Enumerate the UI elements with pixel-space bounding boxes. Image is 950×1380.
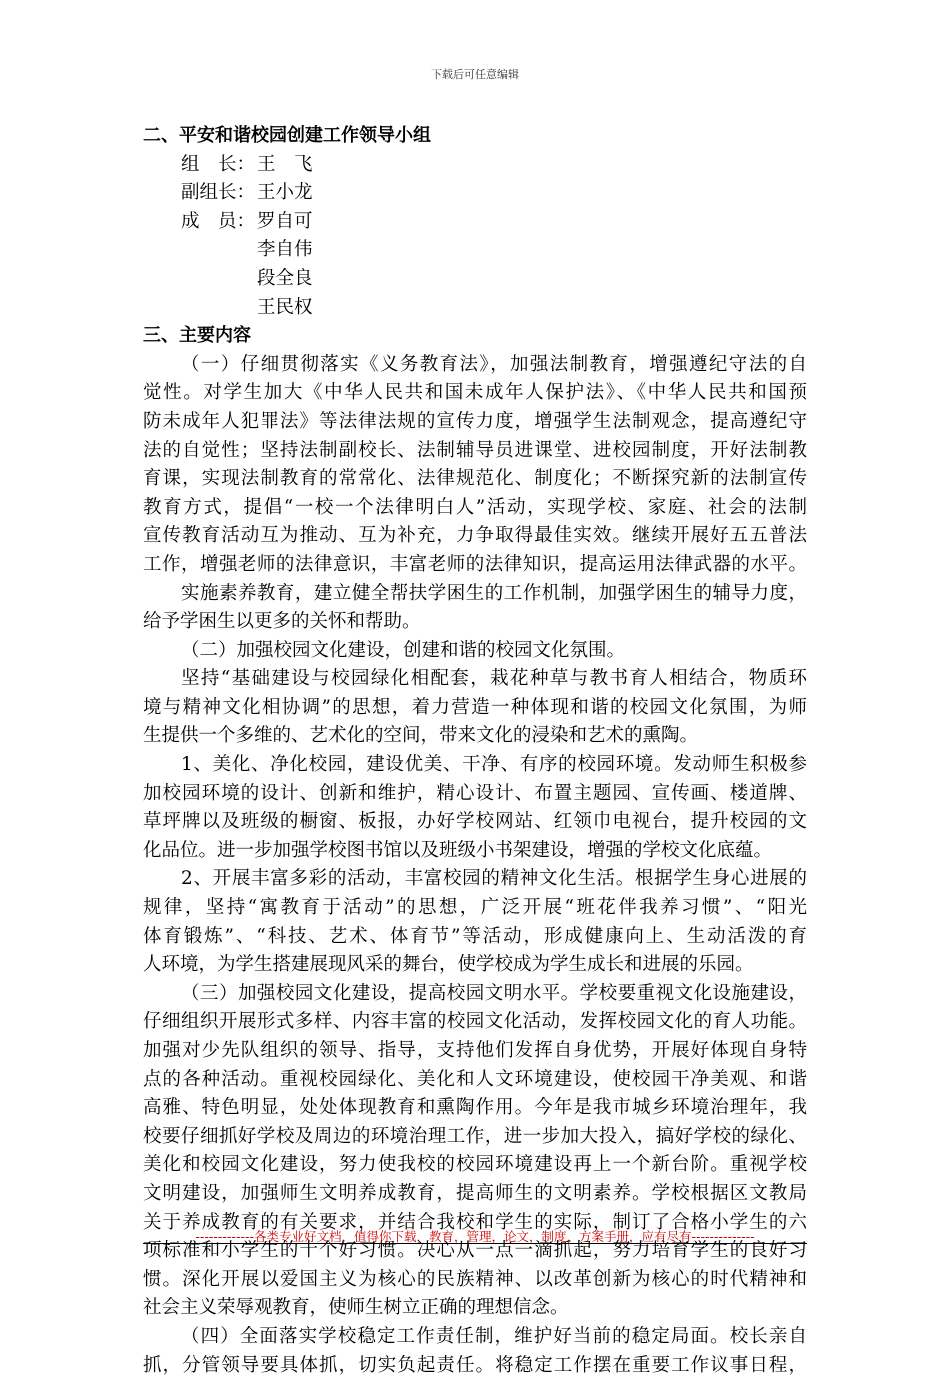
leader-row [143,151,807,180]
leader-label: 组 长： [181,153,256,175]
member-name: 李自伟 [257,239,313,261]
member-row [143,265,807,294]
member-row [143,208,807,237]
paragraph-line: 育课，实现法制教育的常常化、法律规范化、制度化；不断探究新的法制宣传 [143,468,807,490]
paragraph-line: 教育方式，提倡“一校一个法律明白人”活动，实现学校、家庭、社会的法制 [143,496,807,518]
member-name: 王民权 [257,296,313,318]
paragraph-line: 坚持“基础建设与校园绿化相配套，栽花种草与教书育人相结合，物质环 [181,668,807,690]
member-name: 罗自可 [257,210,313,232]
paragraph-line: 防未成年人犯罪法》等法律法规的宣传力度，增强学生法制观念，提高遵纪守 [143,410,807,432]
member-label: 成 员： [181,210,256,232]
paragraph-line: 实施素养教育，建立健全帮扶学困生的工作机制，加强学困生的辅导力度， [181,582,807,604]
paragraph-line: 规律，坚持“寓教育于活动”的思想，广泛开展“班花伴我养习惯”、“阳光 [143,897,807,919]
paragraph-line: 仔细组织开展形式多样、内容丰富的校园文化活动，发挥校园文化的育人功能。 [143,1011,807,1033]
paragraph-line: 点的各种活动。重视校园绿化、美化和人文环境建设，使校园干净美观、和谐 [143,1068,807,1090]
paragraph-line: 宣传教育活动互为推动、互为补充，力争取得最佳实效。继续开展好五五普法 [143,525,807,547]
paragraph-line: 高雅、特色明显，处处体现教育和熏陶作用。今年是我市城乡环境治理年，我 [143,1097,807,1119]
document-body [143,122,807,1380]
paragraph-line: 社会主义荣辱观教育，使师生树立正确的理想信念。 [143,1297,569,1319]
paragraph-line: （二）加强校园文化建设，创建和谐的校园文化氛围。 [181,639,626,661]
member-row [143,236,807,265]
leader-name: 王 飞 [257,153,313,175]
paragraph-line: （四）全面落实学校稳定工作责任制，维护好当前的稳定局面。校长亲自 [181,1325,807,1347]
page-header-note: 下载后可任意编辑 [431,68,519,81]
footer-divider [143,1243,807,1244]
member-row [143,294,807,323]
paragraph-line: 抓，分管领导要具体抓，切实负起责任。将稳定工作摆在重要工作议事日程， [143,1354,807,1376]
deputy-row [143,179,807,208]
section-2-heading: 二、平安和谐校园创建工作领导小组 [143,125,431,146]
paragraph-line: 给予学困生以更多的关怀和帮助。 [143,611,421,633]
paragraph-line: 境与精神文化相协调”的思想，着力营造一种体现和谐的校园文化氛围，为师 [143,696,807,718]
paragraph-line: 法的自觉性；坚持法制副校长、法制辅导员进课堂、进校园制度，开好法制教 [143,439,807,461]
member-name: 段全良 [257,267,313,289]
paragraph-line: 美化和校园文化建设，努力使我校的校园环境建设再上一个新台阶。重视学校 [143,1154,807,1176]
paragraph-line: 惯。深化开展以爱国主义为核心的民族精神、以改革创新为核心的时代精神和 [143,1268,807,1290]
section-3-heading: 三、主要内容 [143,325,251,347]
paragraph-line: 觉性。对学生加大《中华人民共和国未成年人保护法》、《中华人民共和国预 [143,382,807,404]
paragraph-line: 文明建设，加强师生文明养成教育，提高师生的文明素养。学校根据区文教局 [143,1182,807,1204]
paragraph-line: 项标准和小学生的十个好习惯。决心从一点一滴抓起，努力培育学生的良好习 [143,1240,807,1262]
deputy-label: 副组长： [181,182,256,204]
paragraph-line: 工作，增强老师的法律意识，丰富老师的法律知识，提高运用法律武器的水平。 [143,553,807,575]
paragraph-line: 加校园环境的设计、创新和维护，精心设计、布置主题园、宣传画、楼道牌、 [143,782,807,804]
paragraph-line: 校要仔细抓好学校及周边的环境治理工作，进一步加大投入，搞好学校的绿化、 [143,1125,807,1147]
paragraph-line: 1、美化、净化校园，建设优美、干净、有序的校园环境。发动师生积极参 [181,754,807,776]
paragraph-line: 体育锻炼”、“科技、艺术、体育节”等活动，形成健康向上、生动活泼的育 [143,925,807,947]
page-footer-note: -------------各类专业好文档，值得你下载，教育，管理，论文，制度，方案手册，应有尽有-------------- [195,1229,755,1244]
paragraph-line: （三）加强校园文化建设，提高校园文明水平。学校要重视文化设施建设， [181,982,807,1004]
paragraph-line: 加强对少先队组织的领导、指导，支持他们发挥自身优势，开展好体现自身特 [143,1040,807,1061]
deputy-name: 王小龙 [257,182,313,204]
paragraph-line: 2、开展丰富多彩的活动，丰富校园的精神文化生活。根据学生身心进展的 [181,868,807,890]
paragraph-line: 人环境，为学生搭建展现风采的舞台，使学校成为学生成长和进展的乐园。 [143,954,754,976]
paragraph-line: 关于养成教育的有关要求，并结合我校和学生的实际，制订了合格小学生的六 [143,1211,807,1233]
paragraph-line: 生提供一个多维的、艺术化的空间，带来文化的浸染和艺术的熏陶。 [143,725,699,747]
paragraph-line: 化品位。进一步加强学校图书馆以及班级小书架建设，增强的学校文化底蕴。 [143,839,773,861]
paragraph-line: 草坪牌以及班级的橱窗、板报，办好学校网站、红领巾电视台，提升校园的文 [143,811,807,833]
paragraph-line: （一）仔细贯彻落实《义务教育法》，加强法制教育，增强遵纪守法的自 [181,353,807,375]
